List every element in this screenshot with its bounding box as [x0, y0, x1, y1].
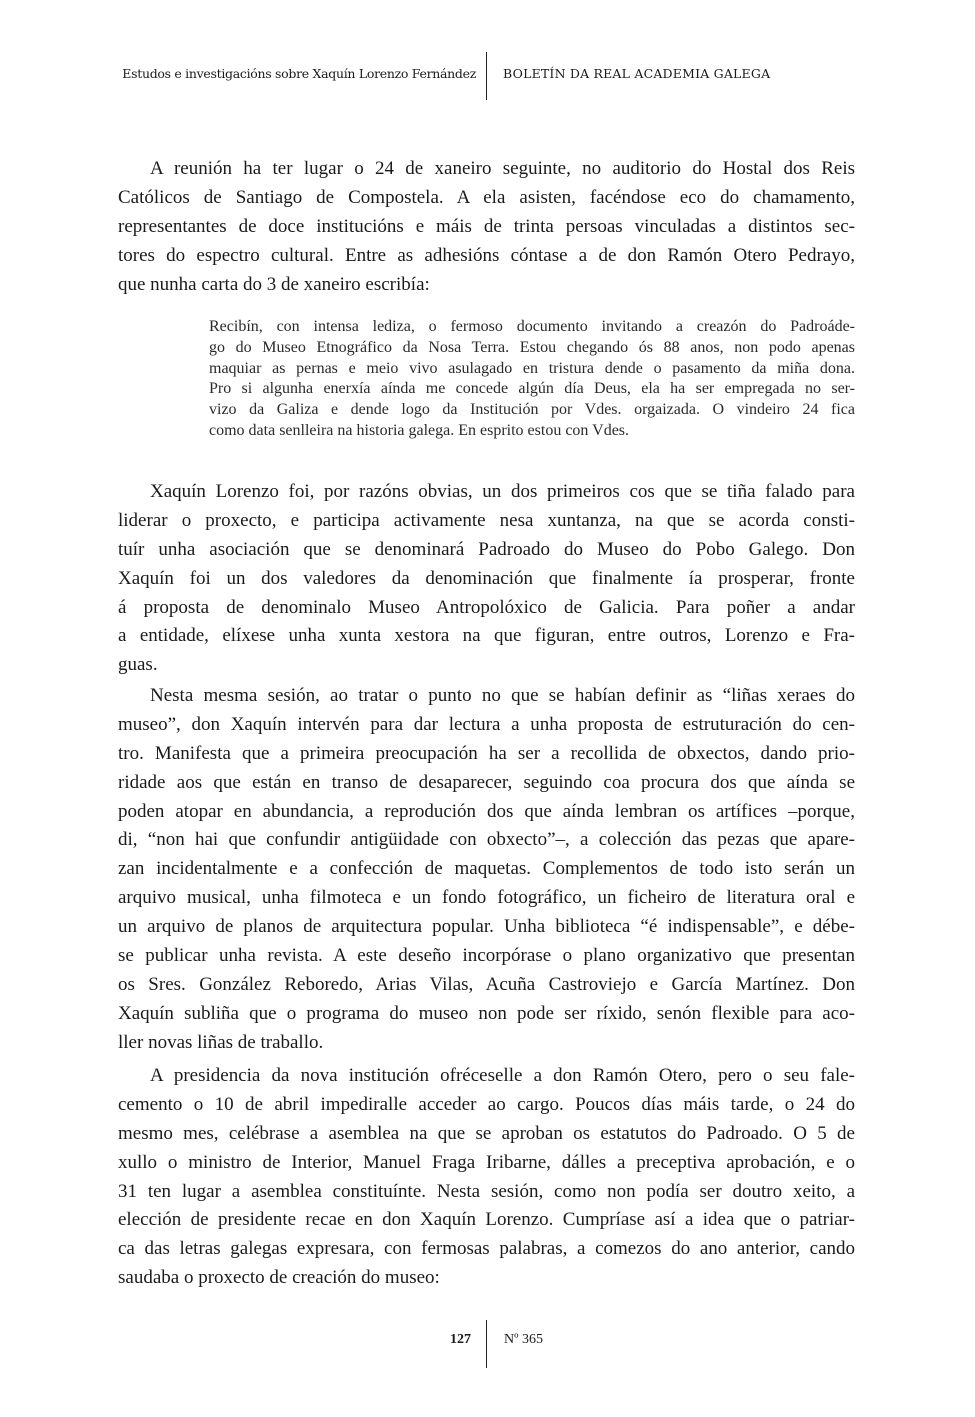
text-line: tro. Manifesta que a primeira preocupación ha ser a recollida de obxectos, dando prio-	[118, 742, 855, 764]
text-line: os Sres. González Reboredo, Arias Vilas, Acuña Castroviejo e García Martínez. Don	[118, 973, 855, 995]
quote-line: go do Museo Etnográfico da Nosa Terra. Estou chegando ós 88 anos, non podo apenas	[209, 338, 855, 356]
issue-number: Nº 365	[504, 1332, 543, 1347]
text-line: guas.	[118, 654, 158, 676]
text-line: elección de presidente recae en don Xaquín Lorenzo. Cumpríase así a idea que o patriar-	[118, 1209, 855, 1231]
paragraph-2	[118, 478, 855, 680]
text-line: Xaquín foi un dos valedores da denominación que finalmente ía prosperar, fronte	[118, 567, 855, 589]
text-line: se publicar unha revista. A este deseño incorpórase o plano organizativo que presentan	[118, 945, 855, 967]
text-line: Xaquín Lorenzo foi, por razóns obvias, un dos primeiros cos que se tiña falado para	[150, 481, 855, 502]
quote-line: vizo da Galiza e dende logo da Institución por Vdes. orgaizada. O vindeiro 24 fica	[209, 401, 855, 419]
header-journal-title: BOLETÍN DA REAL ACADEMIA GALEGA	[503, 66, 771, 81]
text-line: ller novas liñas de traballo.	[118, 1031, 324, 1053]
quote-line: Recibín, con intensa lediza, o fermoso documento invitando a creazón do Padroáde-	[209, 318, 855, 335]
text-line: Nesta mesma sesión, ao tratar o punto no que se habían definir as “liñas xeraes do	[150, 685, 855, 706]
paragraph-3	[118, 682, 855, 1058]
text-line: liderar o proxecto, e participa activamente nesa xuntanza, na que se acorda consti-	[118, 509, 855, 531]
paragraph-1	[118, 155, 855, 299]
text-line: A presidencia da nova institución ofréceselle a don Ramón Otero, pero o seu fale-	[150, 1065, 855, 1086]
text-line: 31 ten lugar a asemblea constituínte. Nesta sesión, como non podía ser doutro xeito, a	[118, 1180, 855, 1202]
text-line: arquivo musical, unha filmoteca e un fondo fotográfico, un ficheiro de literatura oral e	[118, 887, 855, 909]
text-line: di, “non hai que confundir antigüidade con obxecto”–, a colección das pezas que apare-	[118, 829, 855, 851]
text-line: ca das letras galegas expresara, con fermosas palabras, a comezos do ano anterior, cando	[118, 1238, 855, 1260]
footer-divider	[486, 1320, 487, 1368]
quote-line: Pro si algunha enerxía aínda me concede algún día Deus, ela ha ser empregada no ser-	[209, 380, 855, 398]
text-line: ridade aos que están en transo de desaparecer, seguindo coa procura dos que aínda se	[118, 771, 855, 793]
page-number: 127	[450, 1332, 471, 1347]
text-line: que nunha carta do 3 de xaneiro escribía:	[118, 273, 430, 295]
running-footer	[0, 1320, 975, 1370]
text-line: mesmo mes, celébrase a asemblea na que se aproban os estatutos do Padroado. O 5 de	[118, 1122, 855, 1144]
text-line: zan incidentalmente e a confección de maquetas. Complementos de todo isto serán un	[118, 858, 855, 880]
text-line: poden atopar en abundancia, a reprodución dos que aínda lembran os artífices –porque,	[118, 800, 855, 822]
paragraph-4	[118, 1062, 855, 1293]
text-line: xullo o ministro de Interior, Manuel Fraga Iribarne, dálles a preceptiva aprobación, e o	[118, 1151, 855, 1173]
block-quote	[209, 317, 855, 442]
header-section-title: Estudos e investigacións sobre Xaquín Lorenzo Fernández	[122, 66, 476, 81]
quote-line: maquiar as pernas e meio vivo asulagado en tristura dende o pasamento da miña dona.	[209, 359, 855, 377]
text-line: un arquivo de planos de arquitectura popular. Unha biblioteca “é indispensable”, e débe-	[118, 916, 855, 938]
text-line: Católicos de Santiago de Compostela. A ela asisten, facéndose eco do chamamento,	[118, 186, 855, 208]
quote-line: como data senlleira na historia galega. En esprito estou con Vdes.	[209, 421, 630, 439]
text-line: representantes de doce institucións e máis de trinta persoas vinculadas a distintos sec-	[118, 215, 855, 237]
text-line: museo”, don Xaquín intervén para dar lectura a unha proposta de estruturación do cen-	[118, 713, 855, 735]
text-line: A reunión ha ter lugar o 24 de xaneiro seguinte, no auditorio do Hostal dos Reis	[150, 158, 855, 179]
running-header	[0, 52, 975, 102]
text-line: Xaquín subliña que o programa do museo non pode ser ríxido, senón flexible para aco-	[118, 1002, 855, 1024]
text-line: cemento o 10 de abril impediralle acceder ao cargo. Poucos días máis tarde, o 24 do	[118, 1093, 855, 1115]
header-divider	[486, 52, 487, 100]
text-line: á proposta de denominalo Museo Antropolóxico de Galicia. Para poñer a andar	[118, 596, 855, 618]
text-line: tuír unha asociación que se denominará Padroado do Museo do Pobo Galego. Don	[118, 538, 855, 560]
text-line: a entidade, elíxese unha xunta xestora na que figuran, entre outros, Lorenzo e Fra-	[118, 625, 855, 647]
text-line: saudaba o proxecto de creación do museo:	[118, 1267, 440, 1289]
text-line: tores do espectro cultural. Entre as adhesións cóntase a de don Ramón Otero Pedrayo,	[118, 244, 855, 266]
